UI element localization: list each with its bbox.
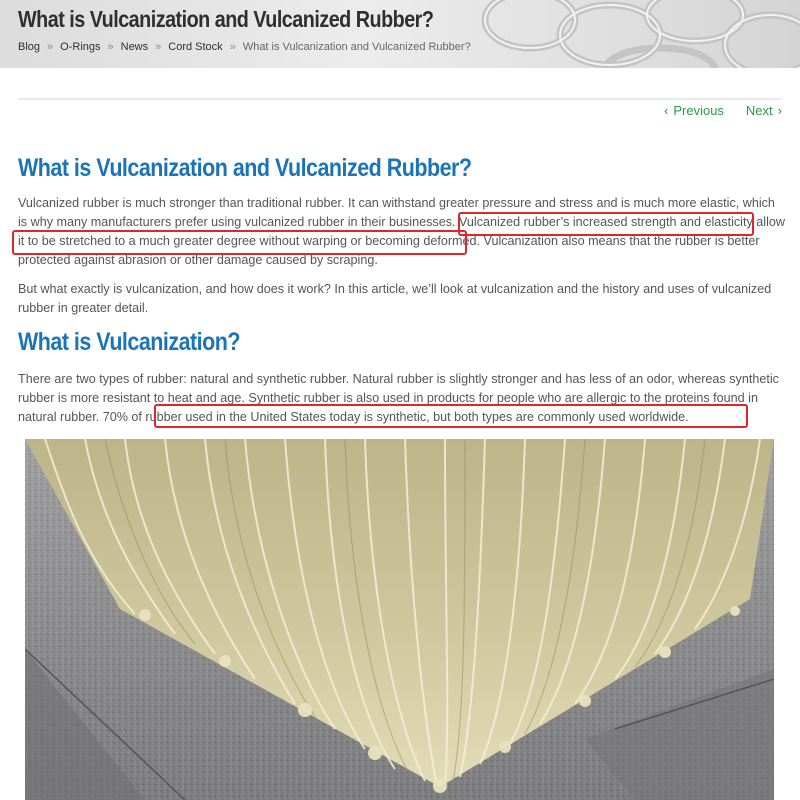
- chevron-right-icon: ›: [777, 103, 782, 118]
- previous-label: Previous: [673, 103, 724, 118]
- next-label: Next: [745, 103, 773, 118]
- page-header-banner: [0, 0, 800, 68]
- chevron-left-icon: ‹: [664, 103, 669, 118]
- section-heading-vulcanization: What is Vulcanization?: [18, 328, 240, 356]
- article-paragraph-question: But what exactly is vulcanization, and how does it work? In this article, we’ll look at vulcanization and the history and uses of vulcanized rubber in greater detail.: [18, 282, 772, 315]
- banner-title: What is Vulcanization and Vulcanized Rubber?: [18, 6, 434, 32]
- post-pager: [664, 103, 782, 118]
- breadcrumb-separator: »: [47, 41, 54, 53]
- breadcrumb-link-news[interactable]: News: [120, 41, 149, 53]
- breadcrumb: [18, 41, 471, 53]
- previous-post-link[interactable]: [664, 103, 724, 118]
- next-post-link[interactable]: [746, 103, 782, 118]
- stretched-rubber-photo: [25, 439, 774, 800]
- breadcrumb-separator: »: [107, 41, 114, 53]
- article-paragraph-types: There are two types of rubber: natural and synthetic rubber. Natural rubber is slightly stronger and has less of an odor, whereas synthetic rubber is more resistant to heat and age. Synthetic rubber is also used in products for people who are allergic to the proteins found in natural rubber. 70% of rubber used in the United States today is synthetic, but both types are commonly used worldwide.: [18, 372, 779, 424]
- breadcrumb-link-cord-stock[interactable]: Cord Stock: [168, 41, 223, 53]
- breadcrumb-link-o-rings[interactable]: O-Rings: [60, 41, 101, 53]
- breadcrumb-separator: »: [155, 41, 162, 53]
- article-title: What is Vulcanization and Vulcanized Rubber?: [18, 154, 472, 182]
- o-rings-background-image: [470, 0, 800, 68]
- breadcrumb-link-blog[interactable]: Blog: [18, 41, 41, 53]
- breadcrumb-current: What is Vulcanization and Vulcanized Rubber?: [242, 41, 471, 53]
- content-divider: [18, 98, 782, 100]
- article-paragraph-intro: Vulcanized rubber is much stronger than traditional rubber. It can withstand greater pressure and stress and is much more elastic, which is why many manufacturers prefer using vulcanized rubber in their businesses. Vulcanized rubber’s increased strength and elasticity allow it to be stretched to a much greater degree without warping or becoming deformed. Vulcanization also means that the rubber is better protected against abrasion or other damage caused by scraping.: [18, 196, 785, 267]
- breadcrumb-separator: »: [229, 41, 236, 53]
